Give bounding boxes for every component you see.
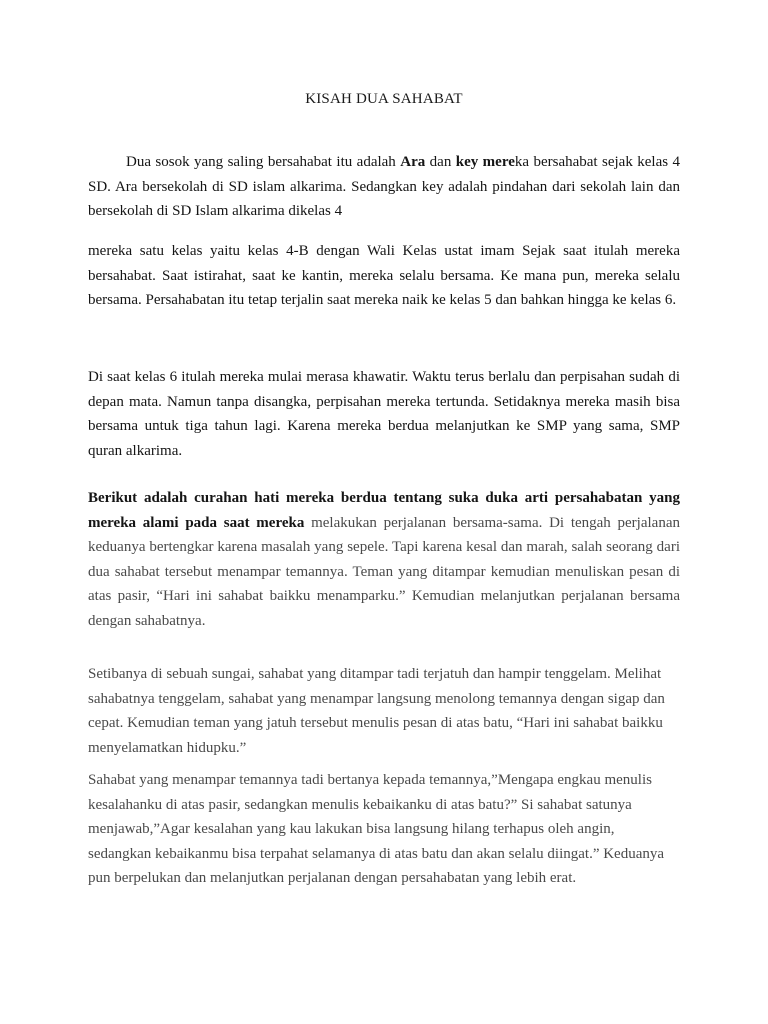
- name-ara: Ara: [400, 154, 426, 170]
- paragraph-grade-six: Di saat kelas 6 itulah mereka mulai merasa khawatir. Waktu terus berlalu dan perpisahan sudah di depan mata. Namun tanpa disangka, perpisahan mereka tertunda. Setidaknya mereka masih bisa bersama untuk tiga tahun lagi. Karena mereka berdua melanjutkan ke SMP yang sama, SMP quran alkarima.: [88, 369, 680, 459]
- paragraph-class: mereka satu kelas yaitu kelas 4-B dengan Wali Kelas ustat imam Sejak saat itulah mereka bersahabat. Saat istirahat, saat ke kantin, mereka selalu bersama. Ke mana pun, mereka selalu bersama. Persahabatan itu tetap terjalin saat mereka naik ke kelas 5 dan bahkan hingga ke kelas 6.: [88, 243, 680, 308]
- paragraph-intro: [88, 150, 680, 224]
- paragraph-journey: [88, 486, 680, 633]
- conjunction-text: dan: [425, 154, 456, 170]
- intro-text: Dua sosok yang saling bersahabat itu adalah: [126, 154, 401, 170]
- intro-rest-text: ka bersahabat sejak kelas 4 SD. Ara bersekolah di SD islam alkarima. Sedangkan key adalah pindahan dari sekolah lain dan bersekolah di SD Islam alkarima dikelas 4: [88, 154, 680, 219]
- document-title: KISAH DUA SAHABAT: [305, 91, 463, 107]
- journey-emphasis-text: Berikut adalah curahan hati mereka berdua tentang suka duka arti persahabatan yang mereka alami pada saat mereka: [88, 490, 680, 531]
- paragraph-river: Setibanya di sebuah sungai, sahabat yang ditampar tadi terjatuh dan hampir tenggelam. Melihat sahabatnya tenggelam, sahabat yang menampar langsung menolong temannya dengan sigap dan cepat. Kemudian teman yang jatuh tersebut menulis pesan di atas batu, “Hari ini sahabat baikku menyelamatkan hidupku.”: [88, 666, 665, 756]
- journey-story-text: melakukan perjalanan bersama-sama. Di tengah perjalanan keduanya bertengkar karena masalah yang sepele. Tapi karena kesal dan marah, salah seorang dari dua sahabat tersebut menampar temannya. Teman yang ditampar kemudian menuliskan pesan di atas pasir, “Hari ini sahabat baikku menamparku.” Kemudian melanjutkan perjalanan bersama dengan sahabatnya.: [88, 514, 680, 629]
- name-key: key mere: [455, 154, 515, 170]
- paragraph-dialogue: Sahabat yang menampar temannya tadi bertanya kepada temannya,”Mengapa engkau menulis kesalahanku di atas pasir, sedangkan menulis kebaikanku di atas batu?” Si sahabat satunya menjawab,”Agar kesalahan yang kau lakukan bisa langsung hilang terhapus oleh angin, sedangkan kebaikanmu bisa terpahat selamanya di atas batu dan akan selalu diingat.” Keduanya pun berpelukan dan melanjutkan perjalanan dengan persahabatan yang lebih erat.: [88, 772, 665, 886]
